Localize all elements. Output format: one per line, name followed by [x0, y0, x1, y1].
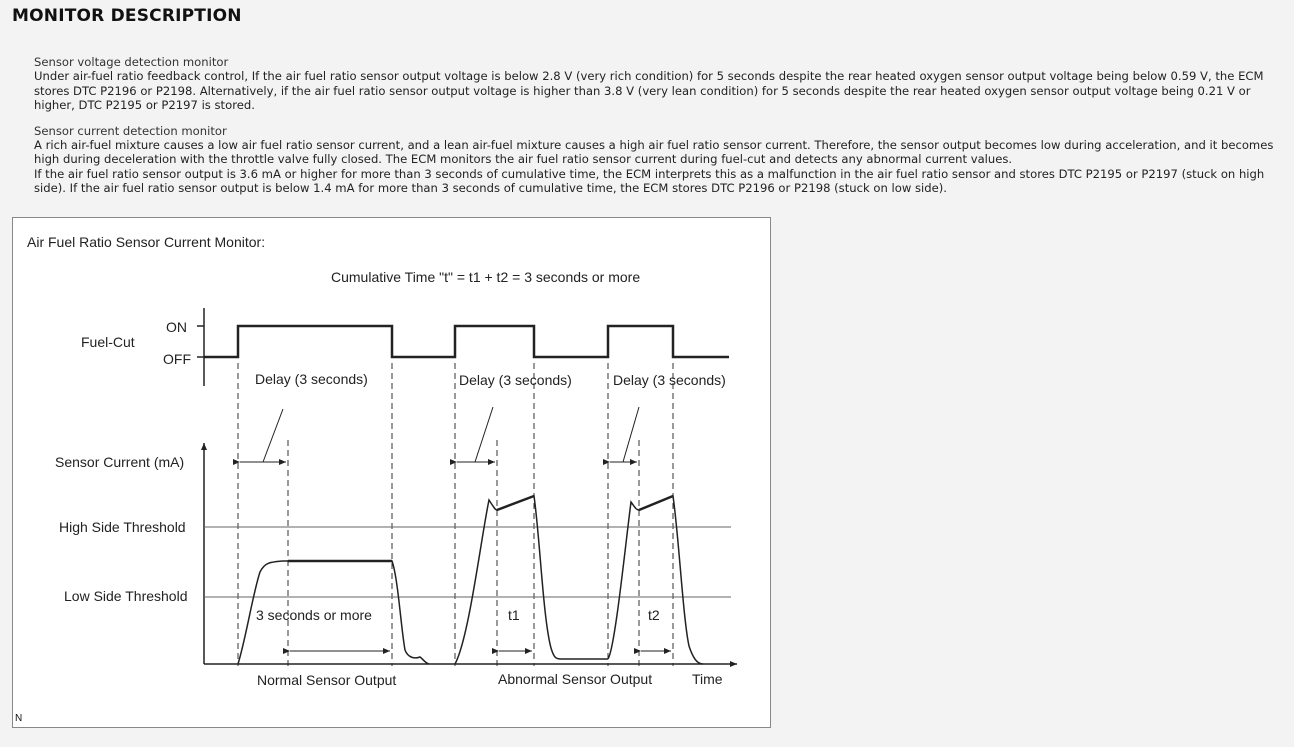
- sensor-current-monitor-figure: [12, 217, 771, 728]
- timing-diagram: [13, 218, 770, 727]
- section-voltage-monitor: [34, 55, 1286, 113]
- section-heading: Sensor voltage detection monitor: [34, 55, 229, 69]
- delay-label-2: Delay (3 seconds): [459, 372, 572, 388]
- t1-label: t1: [508, 607, 520, 623]
- abnormal-sensor-curve-1: [455, 496, 608, 664]
- delay-label-3: Delay (3 seconds): [613, 372, 726, 388]
- abnormal-sensor-rise-2: [639, 496, 673, 510]
- page-title: MONITOR DESCRIPTION: [12, 6, 242, 26]
- figure-corner-mark: N: [15, 713, 23, 724]
- delay-leaders: [263, 407, 639, 462]
- high-threshold-label: High Side Threshold: [59, 519, 186, 535]
- cumulative-time-label: Cumulative Time "t" = t1 + t2 = 3 seconds or more: [331, 269, 641, 285]
- section-paragraph: Under air-fuel ratio feedback control, If the air fuel ratio sensor output voltage is below 2.8 V (very rich condition) for 5 seconds despite the rear heated oxygen sensor output voltage being below 0.59 V, the ECM stores DTC P2196 or P2198. Alternatively, if the air fuel ratio sensor output voltage is higher than 3.8 V (very lean condition) for 5 seconds despite the rear heated oxygen sensor output voltage being 0.21 V or higher, DTC P2195 or P2197 is stored.: [34, 69, 1264, 113]
- figure-title: Air Fuel Ratio Sensor Current Monitor:: [27, 234, 266, 250]
- abnormal-output-label: Abnormal Sensor Output: [498, 671, 653, 687]
- fuel-cut-signal: [204, 326, 729, 357]
- low-threshold-label: Low Side Threshold: [64, 588, 188, 604]
- section-heading: Sensor current detection monitor: [34, 123, 227, 138]
- sensor-current-label: Sensor Current (mA): [55, 454, 185, 470]
- abnormal-sensor-rise-1: [497, 496, 534, 510]
- three-seconds-label: 3 seconds or more: [256, 607, 372, 623]
- abnormal-sensor-curve-2: [608, 496, 703, 664]
- fuel-cut-label: Fuel-Cut: [81, 334, 135, 350]
- time-axis-label: Time: [692, 671, 723, 687]
- normal-output-label: Normal Sensor Output: [257, 672, 397, 688]
- off-label: OFF: [163, 351, 191, 367]
- t2-label: t2: [648, 607, 660, 623]
- section-paragraph: If the air fuel ratio sensor output is 3.6 mA or higher for more than 3 seconds of cumulative time, the ECM interprets this as a malfunction in the air fuel ratio sensor and stores DTC P2195 or P2197 (stuck on high side). If the air fuel ratio sensor output is below 1.4 mA for more than 3 seconds of cumulative time, the ECM stores DTC P2196 or P2198 (stuck on low side).: [34, 166, 1265, 196]
- on-label: ON: [166, 319, 187, 335]
- delay-label-1: Delay (3 seconds): [255, 371, 368, 387]
- section-paragraph: A rich air-fuel mixture causes a low air fuel ratio sensor current, and a lean air-fuel mixture causes a high air fuel ratio sensor current. Therefore, the sensor output becomes low during acceleration, and it becomes high during deceleration with the throttle valve fully closed. The ECM monitors the air fuel ratio sensor current during fuel-cut and detects any abnormal current values.: [34, 138, 1274, 167]
- section-current-monitor: [34, 124, 1286, 196]
- monitor-description-body: [34, 55, 1286, 207]
